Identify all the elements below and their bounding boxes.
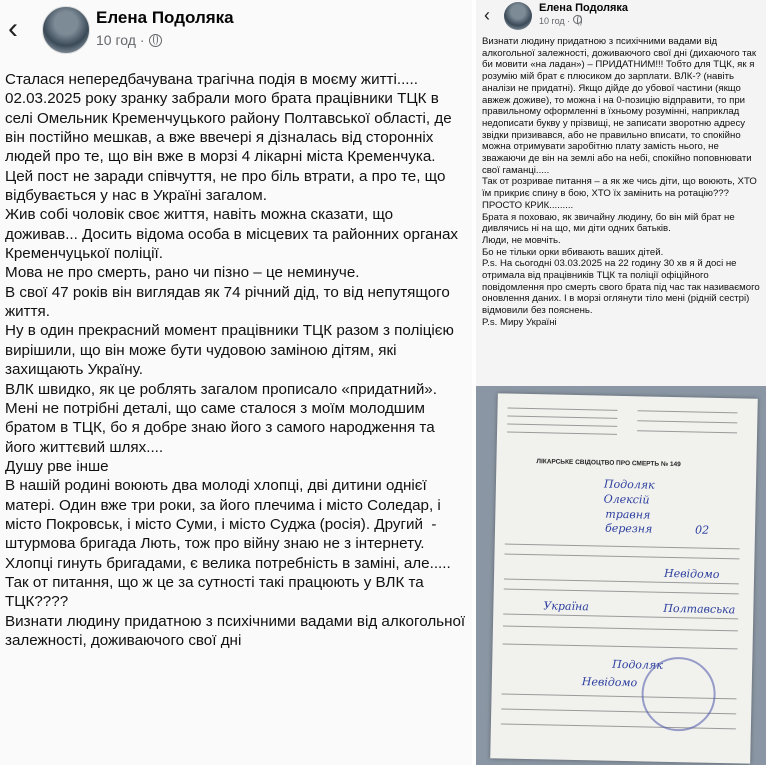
paragraph: Сталася непередбачувана трагічна подія в моєму житті..... (5, 71, 418, 88)
hw-surname: Подоляк (603, 477, 655, 492)
paragraph: В свої 47 років він виглядав як 74 річний дід, то від непутящого життя. (5, 283, 455, 321)
document-photo (476, 386, 766, 765)
post-time[interactable]: 10 год (96, 32, 136, 48)
stamp (641, 656, 717, 732)
paragraph: P.s. Миру Україні (482, 316, 557, 328)
paragraph: Ну в один прекрасний момент працівники ТЦК разом з поліцією вирішили, що він може бути чудовою заміною дітям, які захищають Україну. (5, 322, 459, 379)
post-meta (96, 32, 162, 48)
paragraph: Бо не тільки орки вбивають ваших дітей. (482, 246, 664, 258)
post-text (5, 70, 469, 650)
post-header (0, 0, 472, 70)
hw-country: Україна (543, 599, 589, 614)
post-text-continued (482, 36, 764, 329)
paragraph: Цей пост не заради співчуття, не про біль втрати, а про те, що відбувається у нас в Україні загалом. (5, 167, 450, 205)
paragraph: ПРОСТО КРИК......... (482, 199, 574, 211)
right-post-panel (476, 0, 766, 386)
paragraph: Жив собі чоловік своє життя, навіть можна сказати, що доживав... Досить відома особа в місцевих та районних органах Кременчуцької поліції. (5, 206, 463, 263)
meta-separator: · (139, 32, 145, 48)
paragraph: Брата я поховаю, як звичайну людину, бо він мій брат не дивлячись ні на що, ми діти одних батьків. (482, 211, 738, 235)
hw-month: травня (605, 507, 651, 522)
paragraph: 02.03.2025 року зранку забрали мого брата працівники ТЦК в селі Омельник Кременчуцького району Полтавської області, де він постійно мешкав, а вже ввечері я дізналась від сторонніх людей про те, що він вже в морзі 4 лікарні міста Кременчука. (5, 90, 456, 166)
globe-icon (149, 34, 162, 47)
paragraph: Визнати людину придатною з психічними вадами від алкогольної залежності, доживаючого свої дні (5, 612, 470, 649)
paragraph: Хлопці гинуть бригадами, є велика потребність в заміні, але..... (5, 554, 451, 572)
paragraph: ВЛК швидко, як це роблять загалом прописало «придатний». (5, 380, 437, 398)
hw-name-repeat: Подоляк (612, 657, 663, 672)
paragraph: Люди, не мовчіть. (482, 234, 561, 246)
post-meta (539, 15, 582, 26)
paragraph: Так от розривае питання – а як же чись діти, що воюють, ХТО їм прикриє спину в бою, ХТО їх замінить на ротацію??? (482, 176, 760, 200)
hw-region: Полтавська (663, 601, 736, 617)
paragraph: P.s. На сьогодні 03.03.2025 на 22 годину 30 хв я й досі не отримала від працівників ТЦК та поліції офіційного повідомлення про смерть свого брата під час так називаємого оновлення даних. І в морзі оглянути тіло мені (рідній сестрі) відмовили без пояснень. (482, 258, 763, 317)
meta-separator: · (567, 16, 571, 26)
avatar[interactable] (42, 6, 90, 54)
paragraph: Мова не про смерть, рано чи пізно – це неминуче. (5, 264, 360, 282)
hw-bottom: Невідомо (581, 675, 638, 690)
globe-icon (573, 15, 582, 24)
author-name[interactable]: Елена Подоляка (539, 2, 629, 14)
hw-cause: Невідомо (663, 566, 720, 581)
paragraph: Душу рве інше (5, 457, 109, 475)
back-arrow-icon[interactable]: ‹ (8, 12, 18, 45)
paragraph: В нашій родині воюють два молоді хлопці, дві дитини однієї матері. Один вже три роки, за його плечима і місто Соледар, і місто Покровськ, і місто Суми, і місто Суджа (росія). Другий - штурмова бригада Лють, тож про війну знаю не з інтернету. (5, 477, 446, 553)
avatar[interactable] (504, 2, 532, 30)
hw-day: 02 (694, 523, 710, 537)
paragraph: Так от питання, що ж це за сутності такі працюють у ВЛК та ТЦК???? (5, 573, 428, 611)
back-arrow-icon[interactable]: ‹ (484, 5, 490, 25)
author-name[interactable]: Елена Подоляка (96, 8, 234, 27)
certificate-title: ЛІКАРСЬКЕ СВІДОЦТВО ПРО СМЕРТЬ № 149 (536, 458, 681, 469)
post-header-small (476, 0, 766, 34)
paragraph: Мені не потрібні деталі, що саме сталося з моїм молодшим братом в ТЦК, бо я добре знаю його з самого народження та його життєвий шлях.... (5, 399, 439, 456)
paragraph: Визнати людину придатною з психічними вадами від алкогольної залежності, доживаючого свої дні (дихаючого так би мовити «на ладан») – ПРИДАТНИМ!!! Тобто для ТЦК, як я розумію мій брат є плюсиком до зарплати. ВЛК-? (навіть аналізи не придатні). Якщо дійде до убової частини (якщо авжеж доживе), то можна і на 0-позицію відправити, то при правильному оформленні в їхньому розумінні, наприклад недописати букву у прізвищі, не записати зворотню адресу звідки призивався, або не правильно вписати, то спокійно можна отримувати заробітню плату замість нього, не зважаючи де він на землі або на небі, спокійно поповнювати свої гаманці..... (482, 36, 759, 176)
certificate-paper (490, 393, 758, 763)
hw-firstname: Олексій (603, 492, 650, 507)
post-time[interactable]: 10 год (539, 16, 565, 26)
hw-death: березня (604, 521, 653, 536)
